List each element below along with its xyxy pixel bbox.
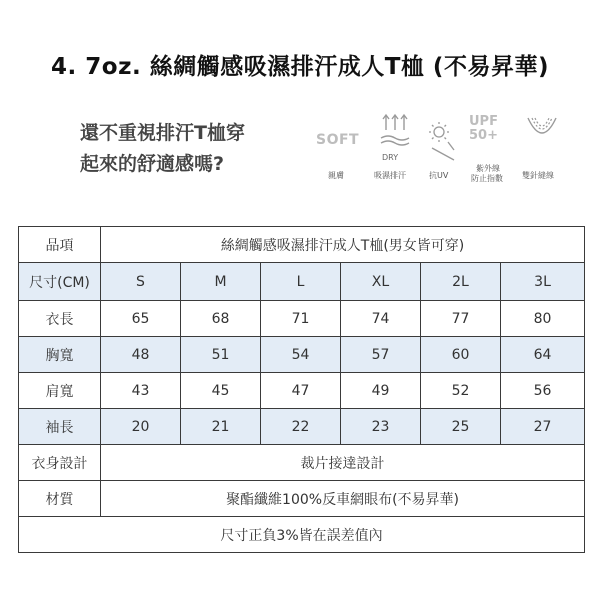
feature-icons — [308, 110, 568, 185]
table-cell: 43 — [101, 373, 181, 409]
table-cell: 51 — [181, 337, 261, 373]
table-row-size — [19, 263, 585, 301]
upf-line-1: UPF — [469, 114, 498, 129]
table-cell: 57 — [341, 337, 421, 373]
size-cell: S — [101, 263, 181, 301]
table-cell: 20 — [101, 409, 181, 445]
material-value: 聚酯纖維100%反車網眼布(不易昇華) — [101, 481, 585, 517]
table-row-material — [19, 481, 585, 517]
table-row-note — [19, 517, 585, 553]
table-row-sleeve — [19, 409, 585, 445]
tagline-line-2: 起來的舒適感嗎? — [80, 153, 225, 175]
table-cell: 21 — [181, 409, 261, 445]
table-cell: 47 — [261, 373, 341, 409]
feature-label-skin: 親膚 — [328, 171, 344, 180]
table-cell: 65 — [101, 301, 181, 337]
material-label: 材質 — [19, 481, 101, 517]
tolerance-note: 尺寸正負3%皆在誤差值內 — [19, 517, 585, 553]
dry-label: DRY — [382, 153, 399, 162]
row-label: 胸寬 — [19, 337, 101, 373]
table-cell: 25 — [421, 409, 501, 445]
size-cell: 3L — [501, 263, 585, 301]
feature-label-double-stitch: 雙針縫線 — [522, 171, 554, 180]
upf-icon — [469, 115, 498, 143]
table-cell: 71 — [261, 301, 341, 337]
table-row-chest — [19, 337, 585, 373]
table-cell: 52 — [421, 373, 501, 409]
table-cell: 56 — [501, 373, 585, 409]
table-cell: 80 — [501, 301, 585, 337]
dry-arrows-icon — [378, 112, 412, 152]
table-cell: 60 — [421, 337, 501, 373]
table-row-design — [19, 445, 585, 481]
item-label: 品項 — [19, 227, 101, 263]
table-cell: 27 — [501, 409, 585, 445]
size-cell: XL — [341, 263, 421, 301]
soft-icon: SOFT — [316, 132, 360, 148]
size-label: 尺寸(CM) — [19, 263, 101, 301]
table-cell: 48 — [101, 337, 181, 373]
design-value: 裁片接達設計 — [101, 445, 585, 481]
feature-label-uv-rays: 紫外線 — [476, 164, 500, 173]
table-cell: 54 — [261, 337, 341, 373]
feature-label-uv: 抗UV — [429, 171, 449, 180]
table-cell: 64 — [501, 337, 585, 373]
double-stitch-icon — [524, 114, 560, 150]
table-row-length — [19, 301, 585, 337]
table-cell: 77 — [421, 301, 501, 337]
size-spec-table — [18, 226, 585, 553]
size-cell: 2L — [421, 263, 501, 301]
table-cell: 23 — [341, 409, 421, 445]
row-label: 肩寬 — [19, 373, 101, 409]
row-label: 衣長 — [19, 301, 101, 337]
tagline — [80, 118, 245, 180]
sun-uv-icon — [424, 120, 462, 166]
table-row-shoulder — [19, 373, 585, 409]
table-row-item — [19, 227, 585, 263]
upf-line-2: 50+ — [469, 128, 498, 143]
page-title: 4. 7oz. 絲綢觸感吸濕排汗成人T桖 (不易昇華) — [51, 54, 549, 80]
tagline-line-1: 還不重視排汗T桖穿 — [80, 122, 245, 144]
table-cell: 22 — [261, 409, 341, 445]
table-cell: 68 — [181, 301, 261, 337]
feature-label-protection-index: 防止指數 — [471, 174, 503, 183]
size-cell: L — [261, 263, 341, 301]
table-cell: 45 — [181, 373, 261, 409]
item-value: 絲綢觸感吸濕排汗成人T桖(男女皆可穿) — [101, 227, 585, 263]
size-cell: M — [181, 263, 261, 301]
feature-label-wicking: 吸濕排汗 — [374, 171, 406, 180]
table-cell: 74 — [341, 301, 421, 337]
table-cell: 49 — [341, 373, 421, 409]
design-label: 衣身設計 — [19, 445, 101, 481]
row-label: 袖長 — [19, 409, 101, 445]
